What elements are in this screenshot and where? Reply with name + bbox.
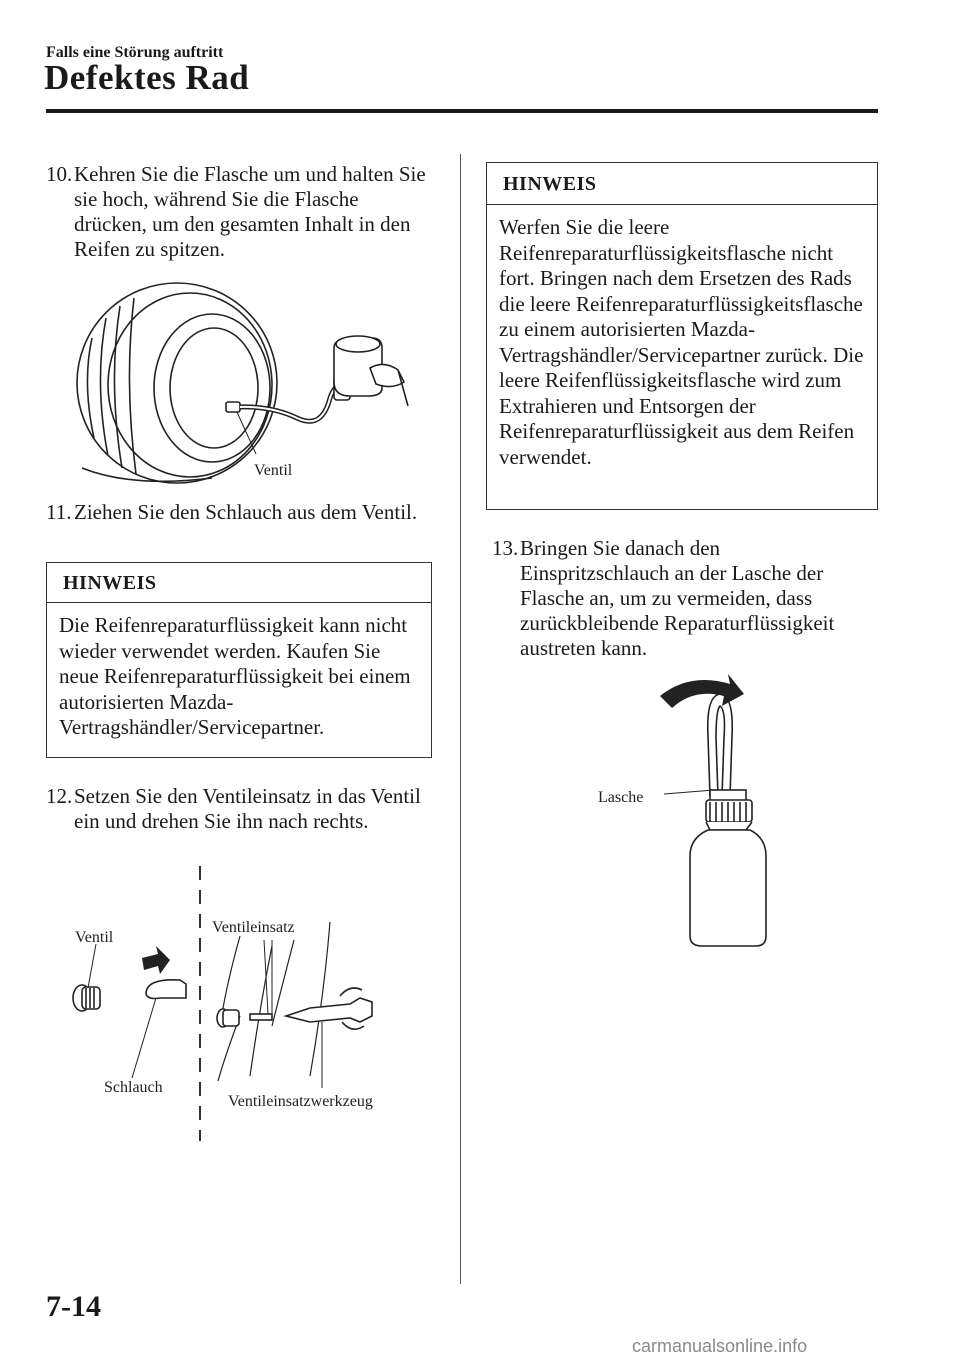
step-13 [492, 536, 872, 661]
hose-loop [708, 694, 733, 796]
step-number: 12. [46, 784, 73, 808]
valve-core-icon [217, 1009, 272, 1027]
valve-core-figure [60, 866, 440, 1146]
column-divider [460, 154, 461, 1284]
bottle-figure [590, 666, 790, 956]
note-body: Die Reifenreparaturflüssigkeit kann nicht wieder verwendet werden. Kaufen Sie neue Reifenreparaturflüssigkeit bei einem autorisierten Mazda-Vertragshändler/Servicepartner. [59, 613, 411, 739]
title-rule [46, 109, 878, 113]
note-body: Werfen Sie die leere Reifenreparaturflüssigkeitsflasche nicht fort. Bringen nach dem Ersetzen des Rads die leere Reifenreparaturflüssigkeitsflasche zu einem autorisierten Mazda-Vertragshändler/Servicepartner zurück. Die leere Reifenflüssigkeitsflasche wird zum Extrahieren und Entsorgen der Reifenreparaturflüssigkeit aus dem Reifen verwendet. [499, 215, 864, 469]
step-10 [46, 162, 426, 262]
step-number: 10. [46, 162, 73, 186]
step-text: Kehren Sie die Flasche um und halten Sie sie hoch, während Sie die Flasche drücken, um den gesamten Inhalt in den Reifen zu spitzen. [74, 162, 426, 261]
valve-stem [226, 402, 240, 412]
hose-icon [146, 980, 186, 999]
figure-label-valve-core-tool: Ventileinsatzwerkzeug [228, 1093, 373, 1110]
step-text: Setzen Sie den Ventileinsatz in das Ventil ein und drehen Sie ihn nach rechts. [74, 784, 421, 833]
curved-arrow-icon [660, 674, 744, 708]
arrow-icon [142, 946, 170, 974]
page-number: 7-14 [46, 1290, 101, 1323]
page-title: Defektes Rad [44, 58, 250, 97]
valve-core-tool-icon [286, 988, 372, 1029]
note-box-reuse [46, 562, 432, 758]
figure-label-valve: Ventil [254, 462, 293, 479]
figure-label-tab: Lasche [598, 789, 644, 806]
step-12 [46, 784, 426, 834]
valve-icon [73, 985, 100, 1011]
watermark: carmanualsonline.info [632, 1336, 808, 1356]
figure-label-valve-core: Ventileinsatz [212, 919, 295, 936]
figure-label-hose: Schlauch [104, 1079, 163, 1096]
step-text: Bringen Sie danach den Einspritzschlauch an der Lasche der Flasche an, um zu vermeiden, dass zurückbleibende Reparaturflüssigkeit austreten kann. [520, 536, 835, 660]
note-heading: HINWEIS [487, 163, 877, 205]
step-number: 13. [492, 536, 519, 560]
step-11 [46, 500, 426, 525]
note-heading: HINWEIS [47, 563, 431, 603]
tire-figure [72, 278, 412, 498]
note-box-empty-bottle [486, 162, 878, 510]
section-label: Falls eine Störung auftritt [46, 44, 224, 61]
bottle-icon [690, 790, 766, 946]
step-text: Ziehen Sie den Schlauch aus dem Ventil. [74, 500, 418, 524]
step-number: 11. [46, 500, 72, 524]
figure-label-valve: Ventil [75, 929, 114, 946]
